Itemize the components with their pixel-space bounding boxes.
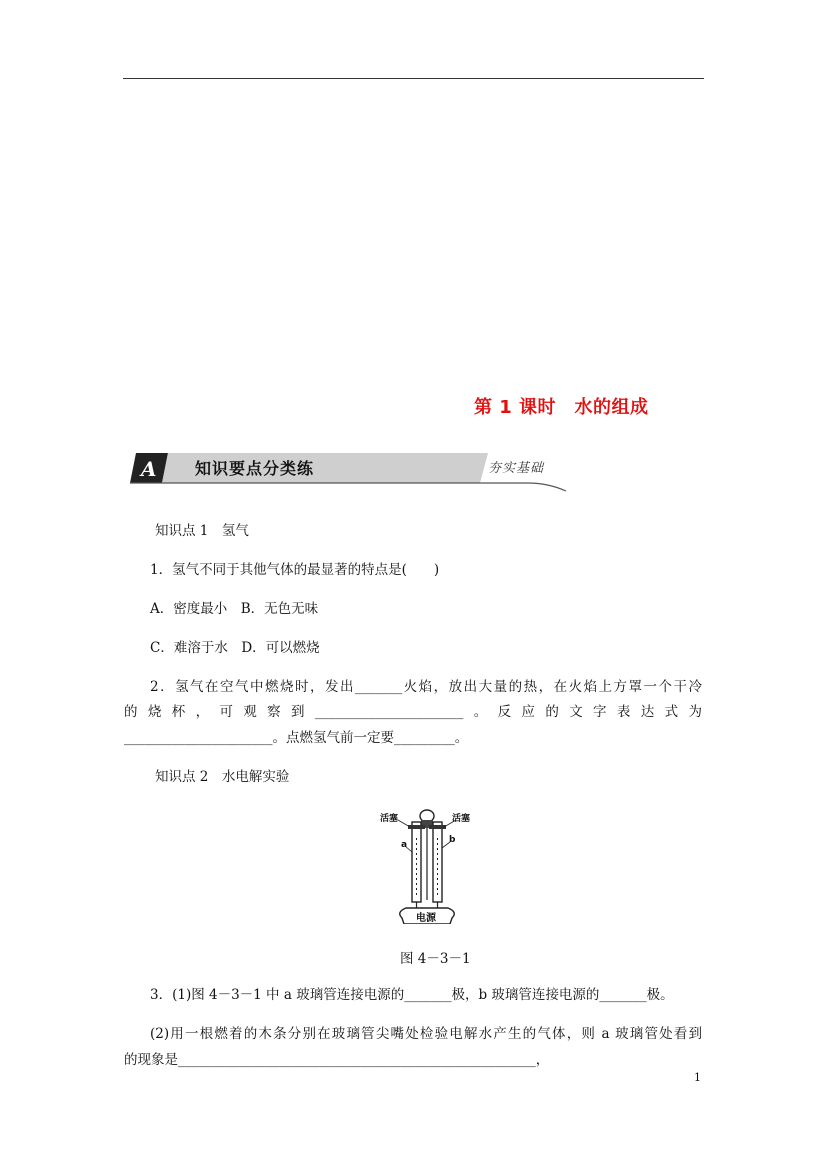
banner-badge-letter: A: [141, 457, 157, 481]
page-number: 1: [694, 1071, 701, 1084]
question-1-stem: 1．氢气不同于其他气体的最显著的特点是( ): [150, 562, 440, 578]
stopcock-right: [429, 825, 446, 829]
question-1-options-cd: C．难溶于水 D．可以燃烧: [150, 640, 320, 656]
banner-underline: [130, 483, 566, 491]
section-subtitle: 夯实基础: [488, 461, 545, 476]
lesson-title: 第 1 课时 水的组成: [474, 397, 649, 418]
stopcock-left: [408, 825, 425, 829]
figure-caption: 图 4－3－1: [400, 951, 471, 967]
electrolysis-apparatus-diagram: [378, 808, 476, 924]
label-a: a: [401, 840, 408, 850]
label-stopcock-right: 活塞: [452, 814, 471, 824]
question-1-options-ab: A．密度最小 B．无色无味: [150, 601, 319, 617]
power-source-label: 电源: [416, 913, 436, 924]
label-stopcock-left: 活塞: [380, 814, 399, 824]
knowledge-point-1: 知识点 1 氢气: [155, 523, 249, 539]
section-title: 知识要点分类练: [195, 459, 315, 478]
question-3-part-1: 3．(1)图 4－3－1 中 a 玻璃管连接电源的_______极，b 玻璃管连接电源的_______极。: [150, 987, 674, 1003]
question-2-line-2: 的烧杯，可观察到______________________。反应的文字表达式为: [124, 704, 702, 720]
label-b: b: [449, 835, 456, 845]
question-2-line-1: 2．氢气在空气中燃烧时，发出_______火焰，放出大量的热，在火焰上方罩一个干冷: [150, 679, 702, 695]
label-leader-left: [398, 820, 410, 827]
question-2-line-3: ______________________。点燃氢气前一定要_________。: [124, 730, 469, 746]
header-rule: [123, 78, 704, 79]
question-3-part-2-line-1: (2)用一根燃着的木条分别在玻璃管尖嘴处检验电解水产生的气体，则 a 玻璃管处看到: [150, 1026, 702, 1042]
question-3-part-2-line-2: 的现象是_____________________________________________________，: [124, 1052, 550, 1068]
knowledge-point-2: 知识点 2 水电解实验: [155, 769, 290, 785]
